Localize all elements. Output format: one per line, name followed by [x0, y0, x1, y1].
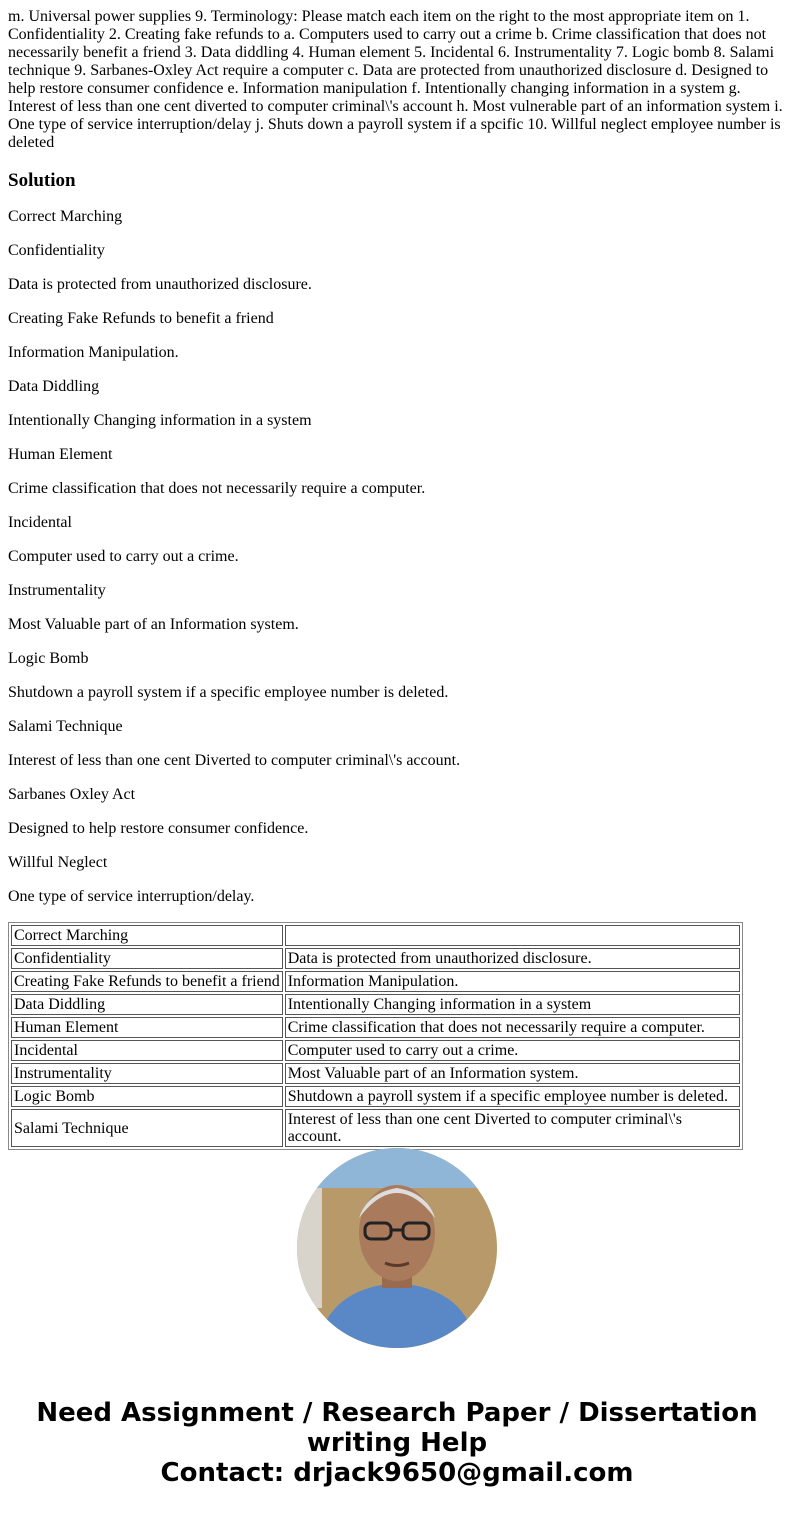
table-row	[11, 948, 740, 969]
solution-paragraph: Most Valuable part of an Information system.	[8, 616, 299, 633]
solution-paragraph: Logic Bomb	[8, 650, 89, 667]
solution-paragraph: Salami Technique	[8, 718, 123, 735]
solution-paragraph: Shutdown a payroll system if a specific employee number is deleted.	[8, 684, 449, 701]
solution-paragraphs	[8, 208, 786, 906]
table-row	[11, 1063, 740, 1084]
solution-paragraph: Incidental	[8, 514, 72, 531]
term-cell: Data Diddling	[11, 994, 283, 1015]
definition-cell: Data is protected from unauthorized disclosure.	[285, 948, 740, 969]
definition-cell: Crime classification that does not necessarily require a computer.	[285, 1017, 740, 1038]
definition-cell: Shutdown a payroll system if a specific employee number is deleted.	[285, 1086, 740, 1107]
solution-paragraph: Computer used to carry out a crime.	[8, 548, 239, 565]
solution-paragraph: Human Element	[8, 446, 113, 463]
term-cell: Human Element	[11, 1017, 283, 1038]
term-cell: Correct Marching	[11, 925, 283, 946]
question-text: m. Universal power supplies 9. Terminology: Please match each item on the right to the most appropriate item on 1. Confidentiality 2. Creating fake refunds to a. Computers used to carry out a crime b. Crime classification that does not necessarily benefit a friend 3. Data diddling 4. Human element 5. Incidental 6. Instrumentality 7. Logic bomb 8. Salami technique 9. Sarbanes-Oxley Act require a computer c. Data are protected from unauthorized disclosure d. Designed to help restore consumer confidence e. Information manipulation f. Intentionally changing information in a system g. Interest of less than one cent diverted to computer criminal\'s account h. Most vulnerable part of an information system i. One type of service interruption/delay j. Shuts down a payroll system if a spcific 10. Willful neglect employee number is deleted	[8, 8, 783, 151]
definition-cell: Most Valuable part of an Information system.	[285, 1063, 740, 1084]
table-wrapper	[8, 922, 786, 1145]
solution-paragraph: Intentionally Changing information in a system	[8, 412, 312, 429]
solution-paragraph: Instrumentality	[8, 582, 106, 599]
footer-banner	[8, 1398, 786, 1488]
table-row	[11, 971, 740, 992]
term-cell: Instrumentality	[11, 1063, 283, 1084]
solution-paragraph: One type of service interruption/delay.	[8, 888, 255, 905]
table-row	[11, 925, 740, 946]
solution-paragraph: Information Manipulation.	[8, 344, 179, 361]
term-cell: Salami Technique	[11, 1109, 283, 1147]
solution-paragraph: Correct Marching	[8, 208, 123, 225]
table-row	[11, 1040, 740, 1061]
term-cell: Logic Bomb	[11, 1086, 283, 1107]
solution-paragraph: Sarbanes Oxley Act	[8, 786, 136, 803]
solution-paragraph: Data Diddling	[8, 378, 100, 395]
definition-cell	[285, 925, 740, 946]
solution-paragraph: Confidentiality	[8, 242, 105, 259]
solution-paragraph: Designed to help restore consumer confidence.	[8, 820, 309, 837]
table-row	[11, 1017, 740, 1038]
solution-paragraph: Creating Fake Refunds to benefit a friend	[8, 310, 274, 327]
solution-heading: Solution	[8, 170, 76, 191]
term-cell: Confidentiality	[11, 948, 283, 969]
definition-cell: Computer used to carry out a crime.	[285, 1040, 740, 1061]
term-cell: Incidental	[11, 1040, 283, 1061]
footer-contact: Contact: drjack9650@gmail.com	[160, 1458, 634, 1488]
table-row	[11, 1086, 740, 1107]
solution-paragraph: Crime classification that does not necessarily require a computer.	[8, 480, 426, 497]
avatar	[297, 1148, 497, 1348]
solution-paragraph: Willful Neglect	[8, 854, 108, 871]
footer-help-text: Need Assignment / Research Paper / Dissertation writing Help	[36, 1398, 758, 1458]
definition-cell: Information Manipulation.	[285, 971, 740, 992]
definition-cell: Interest of less than one cent Diverted to computer criminal\'s account.	[285, 1109, 740, 1147]
definition-cell: Intentionally Changing information in a system	[285, 994, 740, 1015]
term-cell: Creating Fake Refunds to benefit a friend	[11, 971, 283, 992]
solution-paragraph: Interest of less than one cent Diverted to computer criminal\'s account.	[8, 752, 461, 769]
table-row	[11, 994, 740, 1015]
table-row	[11, 1109, 740, 1147]
author-photo	[8, 1148, 786, 1348]
solution-paragraph: Data is protected from unauthorized disclosure.	[8, 276, 312, 293]
matching-table	[8, 922, 743, 1150]
